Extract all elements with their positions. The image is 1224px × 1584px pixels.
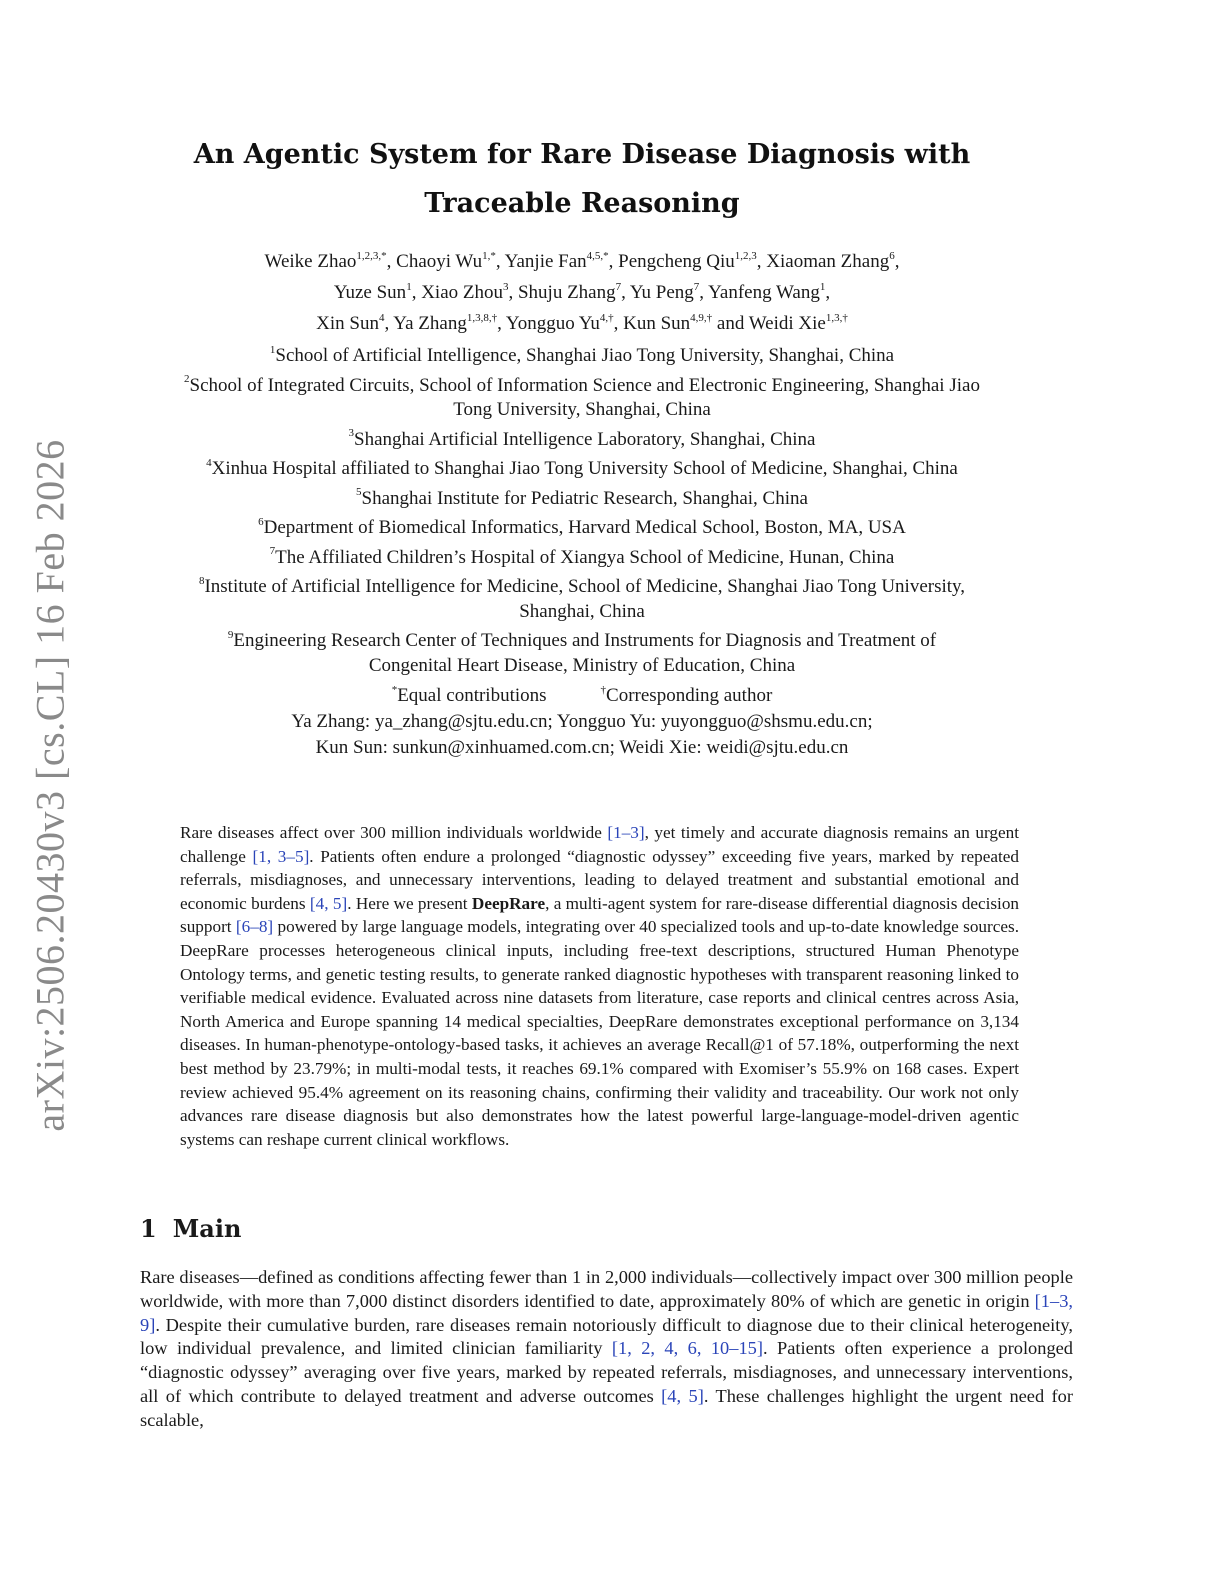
author-notes [140, 683, 1024, 761]
author-affiliation-marks: 1,3,8,† [466, 311, 498, 324]
citation-link[interactable]: ] [267, 917, 274, 937]
affiliation-number: 7 [269, 545, 276, 558]
author-affiliation-marks: 4,9,† [690, 311, 713, 324]
affiliation-number: 5 [356, 486, 362, 499]
affiliation-number: 1 [269, 343, 276, 356]
author-separator: , [621, 282, 630, 303]
contact-line: Ya Zhang: ya_zhang@sjtu.edu.cn; Yongguo Yu: yuyongguo@shsmu.edu.cn; [291, 711, 873, 732]
citation-link[interactable]: [ [235, 917, 242, 937]
corresponding-symbol: † [600, 683, 607, 696]
author-affiliation-marks: 4 [378, 311, 385, 324]
section-title: Main [172, 1214, 242, 1243]
affiliation [130, 546, 1034, 571]
contribution-notes [140, 683, 1024, 709]
citation-link[interactable]: 1–3 [613, 823, 639, 842]
affiliation-line [130, 457, 1034, 482]
affiliation [130, 575, 1034, 624]
citation-link[interactable]: , [673, 1338, 688, 1359]
author-separator: , [384, 313, 394, 334]
affiliation [130, 457, 1034, 482]
author-name: Ya Zhang [393, 313, 467, 334]
affiliation-text: Xinhua Hospital affiliated to Shanghai Jiao Tong University School of Medicine, Shanghai, China [211, 458, 958, 479]
citation-link[interactable]: 4 [664, 1338, 674, 1359]
author-name: Kun Sun [623, 313, 691, 334]
affiliation [130, 374, 1034, 423]
affiliation-text: School of Integrated Circuits, School of Information Science and Electronic Engineering, Shanghai Jiao [189, 374, 980, 396]
citation-link[interactable]: , [266, 846, 278, 866]
affiliation-number: 9 [227, 628, 234, 641]
text-run: powered by large language models, integrating over 40 specialized tools and up-to-date knowledge sources. DeepRare processes heterogeneous clinical inputs, including free-text descriptions, structured Human Phenotype Ontology terms, and genetic testing results, to generate ranked diagnostic hypotheses with transparent reasoning linked to verifiable medical evidence. Evaluated across nine datasets from literature, case reports and clinical centres across Asia, North America and Europe spanning 14 medical specialties, DeepRare demonstrates exceptional performance on 3,134 diseases. In human-phenotype-ontology-based tasks, it achieves an average Recall@1 of 57.18%, outperforming the next best method by 23.79%; in multi-modal tests, it reaches 69.1% compared with Exomiser’s 55.9% on 168 cases. Expert review achieved 95.4% agreement on its reasoning chains, confirming their validity and traceability. Our work not only advances rare disease diagnosis but also demonstrates how the latest powerful large-language-model-driven agentic systems can reshape current clinical workflows. [180, 917, 1019, 1149]
title-line: Traceable Reasoning [424, 188, 740, 219]
author-line [140, 308, 1024, 339]
author-line [140, 246, 1024, 277]
affiliation [130, 516, 1034, 541]
citation-link[interactable]: 1 [258, 846, 267, 866]
text-run: . Here we present [347, 893, 472, 913]
citation-link[interactable]: 5 [688, 1385, 698, 1406]
equal-contribution-note: Equal contributions [397, 685, 547, 706]
section-heading [140, 1214, 241, 1243]
citation-link[interactable]: [ [1034, 1290, 1041, 1311]
author-name: Yanjie Fan [504, 251, 587, 272]
author-name: Weike Zhao [264, 251, 357, 272]
author-separator: , [508, 282, 518, 303]
author-name: Yongguo Yu [505, 313, 600, 334]
citation-link[interactable]: ] [303, 846, 310, 866]
affiliation-text: Department of Biomedical Informatics, Harvard Medical School, Boston, MA, USA [263, 517, 906, 538]
paper-title [140, 130, 1024, 228]
text-run: . Patients often experience a prolonged “diagnostic odyssey” averaging over five years, marked by repeated referrals, misdiagnoses, and unnecessary interventions, all of which contribute to delayed treatment and adverse outcomes [140, 1338, 1073, 1406]
citation-link[interactable]: 6–8 [241, 917, 268, 937]
affiliation-line [130, 654, 1034, 679]
citation-link[interactable]: ] [756, 1338, 763, 1359]
author-name: Yuze Sun [333, 282, 407, 303]
citation-link[interactable]: , [1068, 1290, 1073, 1311]
author-affiliation-marks: 1,2,3,* [356, 249, 387, 262]
citation-link[interactable]: [ [661, 1385, 668, 1406]
citation-link[interactable]: , [324, 893, 333, 913]
author-name: Xin Sun [316, 313, 379, 334]
affiliation-text: Congenital Heart Disease, Ministry of Education, China [368, 654, 796, 676]
arxiv-identifier: arXiv:2506.20430v3 [cs.CL] 16 Feb 2026 [27, 438, 73, 1132]
abstract-paragraph [180, 821, 1019, 1151]
affiliation-line [130, 487, 1034, 512]
arxiv-watermark [20, 440, 80, 1130]
affiliation-line [130, 428, 1034, 453]
affiliation-number: 4 [206, 456, 212, 469]
citation-link[interactable]: 6 [687, 1338, 697, 1359]
author-affiliation-marks: 1,2,3 [734, 249, 757, 262]
author-affiliation-marks: 7 [615, 280, 622, 293]
author-affiliation-marks: 1 [819, 280, 826, 293]
author-affiliation-marks: 3 [502, 280, 509, 293]
author-name: Weidi Xie [748, 313, 826, 334]
citation-link[interactable]: 9 [140, 1314, 150, 1335]
citation-link[interactable]: 1–3 [1040, 1290, 1069, 1311]
system-name: DeepRare [471, 893, 546, 913]
author-separator: , [894, 251, 900, 272]
author-separator: , [613, 313, 624, 334]
text-run: Rare diseases affect over 300 million individuals worldwide [180, 823, 608, 842]
author-affiliation-marks: 1,* [482, 249, 496, 262]
affiliation-line [130, 344, 1034, 369]
text-run: . These challenges highlight the urgent need for scalable, [140, 1385, 1073, 1430]
citation-link[interactable]: [ [309, 893, 316, 913]
author-separator: , [497, 313, 506, 334]
author-affiliation-marks: 1 [406, 280, 412, 293]
citation-link[interactable]: , [650, 1338, 665, 1359]
affiliation-line [130, 516, 1034, 541]
author-affiliation-marks: 4,† [599, 311, 614, 324]
affiliation-list [130, 344, 1034, 683]
author-affiliation-marks: 1,3,† [825, 311, 848, 324]
author-name: Shuju Zhang [517, 282, 616, 303]
citation-link[interactable]: 3–5 [277, 846, 304, 866]
author-separator: , [411, 282, 422, 303]
author-separator: , [699, 282, 709, 303]
citation-link[interactable]: 2 [641, 1338, 651, 1359]
citation-link[interactable]: 10–15 [710, 1338, 757, 1359]
affiliation-line [130, 575, 1034, 600]
citation-link[interactable]: , [676, 1385, 689, 1406]
author-line [140, 277, 1024, 308]
affiliation-text: Institute of Artificial Intelligence for Medicine, School of Medicine, Shanghai Jiao Tong University, [204, 576, 966, 597]
section-number: 1 [140, 1214, 157, 1243]
affiliation-number: 6 [258, 515, 264, 528]
body-paragraph [140, 1266, 1073, 1433]
text-run: . Despite their cumulative burden, rare diseases remain notoriously difficult to diagnose due to their clinical heterogeneity, low individual prevalence, and limited clinician familiarity [140, 1314, 1073, 1359]
citation-link[interactable]: [ [607, 823, 614, 842]
affiliation-text: Shanghai Artificial Intelligence Laboratory, Shanghai, China [354, 428, 816, 450]
contact-line: Kun Sun: sunkun@xinhuamed.com.cn; Weidi Xie: weidi@sjtu.edu.cn [315, 737, 849, 758]
affiliation [130, 344, 1034, 369]
abstract [180, 821, 1019, 1151]
author-name: Pengcheng Qiu [618, 251, 735, 272]
author-affiliation-marks: 6 [889, 249, 895, 262]
body-text [140, 1266, 1073, 1433]
citation-link[interactable]: 5 [332, 893, 342, 913]
author-separator: and [712, 313, 749, 334]
citation-link[interactable]: 4 [315, 893, 325, 913]
affiliation-text: Tong University, Shanghai, China [453, 399, 711, 420]
affiliation-text: School of Artificial Intelligence, Shanghai Jiao Tong University, Shanghai, China [275, 345, 895, 366]
affiliation-text: Engineering Research Center of Techniques and Instruments for Diagnosis and Treatment of [233, 630, 937, 651]
author-name: Yanfeng Wang [708, 282, 820, 303]
citation-link[interactable]: ] [149, 1314, 156, 1335]
author-separator: , [495, 251, 505, 272]
affiliation-number: 2 [184, 373, 190, 386]
affiliation [130, 487, 1034, 512]
author-affiliation-marks: 4,5,* [586, 249, 609, 262]
author-separator: , [756, 251, 767, 272]
text-run: . Patients often endure a prolonged “diagnostic odyssey” exceeding five years, marked by repeated referrals, misdiagnoses, and unnecessary interventions, leading to delayed treatment and substantial emotional and economic burdens [180, 846, 1019, 913]
citation-link[interactable]: , [627, 1338, 642, 1359]
affiliation-line [130, 374, 1034, 399]
author-name: Xiaoman Zhang [766, 251, 890, 272]
affiliation-text: The Affiliated Children’s Hospital of Xiangya School of Medicine, Hunan, China [275, 546, 895, 568]
affiliation-line [130, 629, 1034, 654]
corresponding-author-note: Corresponding author [606, 685, 773, 706]
citation-link[interactable]: [ [611, 1338, 618, 1359]
author-name: Yu Peng [629, 282, 694, 303]
citation-link[interactable]: 1 [617, 1338, 628, 1359]
title-line: An Agentic System for Rare Disease Diagnosis with [193, 139, 971, 170]
citation-link[interactable]: ] [341, 893, 348, 913]
affiliation-number: 8 [198, 574, 205, 587]
author-name: Xiao Zhou [421, 282, 503, 303]
author-list [140, 246, 1024, 339]
text-run: , a multi-agent system for rare-disease differential diagnosis decision support [180, 893, 1020, 937]
author-separator: , [608, 251, 619, 272]
affiliation-line [130, 546, 1034, 571]
citation-link[interactable]: , [696, 1338, 711, 1359]
citation-link[interactable]: ] [638, 823, 645, 842]
text-run: , yet timely and accurate diagnosis remains an urgent challenge [180, 823, 1019, 866]
equal-symbol: * [391, 683, 398, 696]
affiliation [130, 629, 1034, 678]
citation-link[interactable]: [ [252, 846, 259, 866]
author-affiliation-marks: 7 [693, 280, 700, 293]
affiliation-text: Shanghai Institute for Pediatric Research, Shanghai, China [361, 487, 808, 509]
affiliation-number: 3 [348, 427, 354, 440]
affiliation-text: Shanghai, China [519, 600, 645, 622]
affiliation [130, 428, 1034, 453]
text-run: Rare diseases—defined as conditions affecting fewer than 1 in 2,000 individuals—collectively impact over 300 million people worldwide, with more than 7,000 distinct disorders identified to date, approximately 80% of which are genetic in origin [140, 1267, 1073, 1311]
citation-link[interactable]: ] [697, 1385, 704, 1406]
citation-link[interactable]: 4 [667, 1385, 677, 1406]
affiliation-line [130, 600, 1034, 625]
author-separator: , [825, 282, 831, 303]
author-separator: , [386, 251, 397, 272]
author-name: Chaoyi Wu [396, 251, 483, 272]
affiliation-line [130, 398, 1034, 423]
